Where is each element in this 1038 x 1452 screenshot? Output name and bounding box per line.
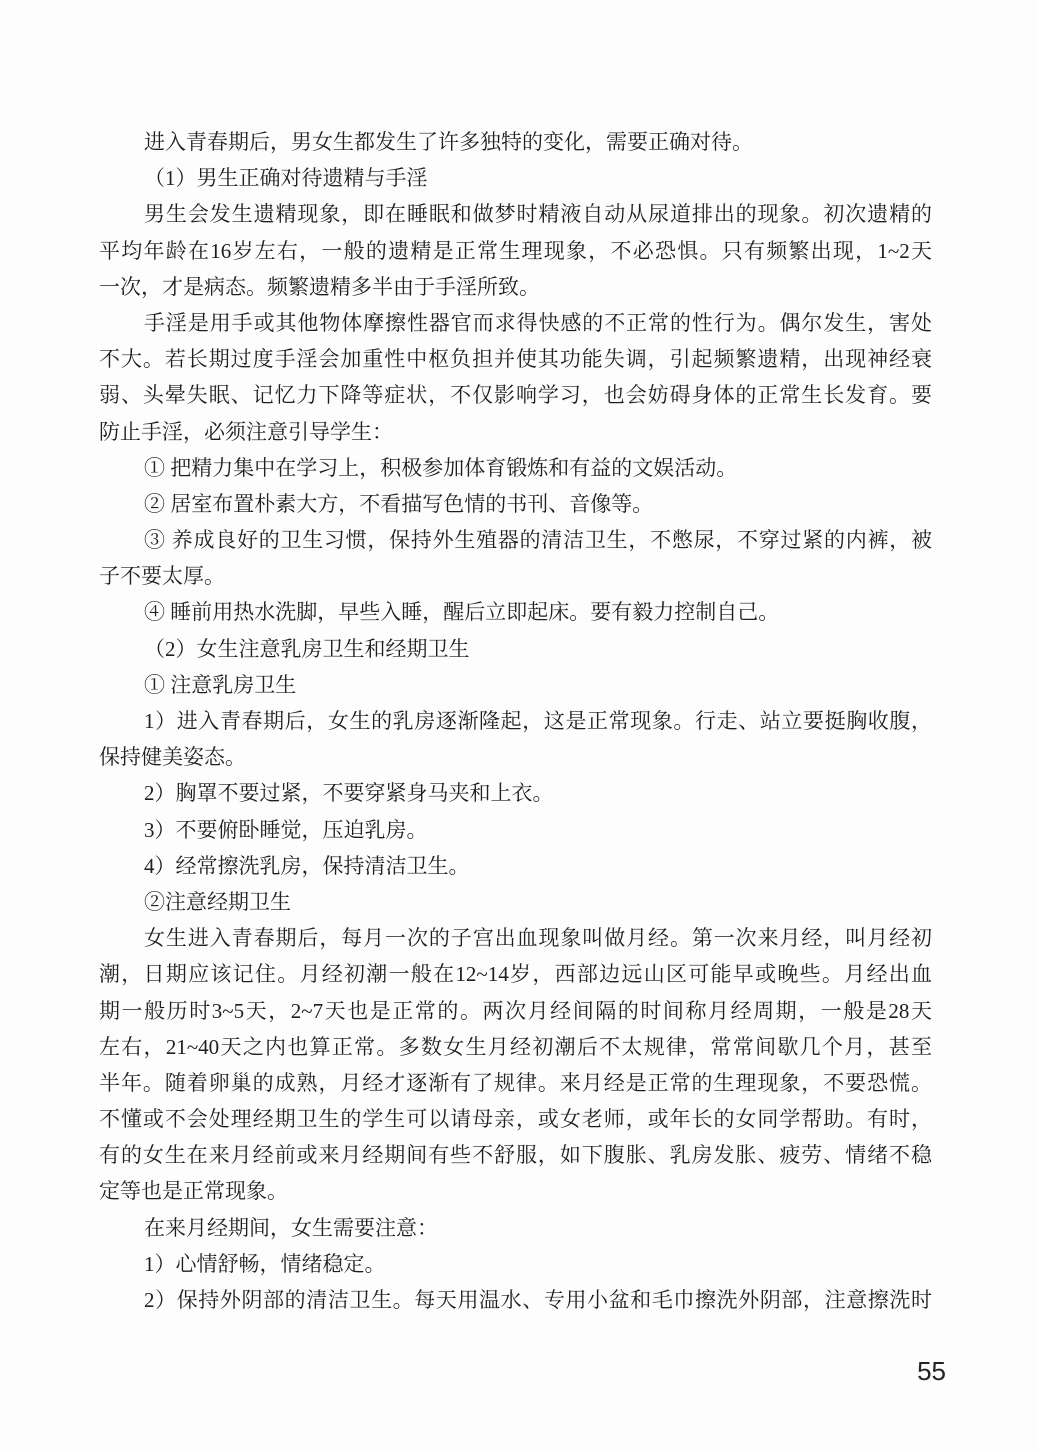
text-line: 不懂或不会处理经期卫生的学生可以请母亲，或女老师，或年长的女同学帮助。有时， <box>99 1107 932 1132</box>
text-line: ③ 养成良好的卫生习惯，保持外生殖器的清洁卫生，不憋尿，不穿过紧的内裤，被 <box>144 528 932 553</box>
text-line: 男生会发生遗精现象，即在睡眠和做梦时精液自动从尿道排出的现象。初次遗精的 <box>144 202 932 227</box>
text-line: 不大。若长期过度手淫会加重性中枢负担并使其功能失调，引起频繁遗精，出现神经衰 <box>99 347 932 372</box>
text-line: ④ 睡前用热水洗脚，早些入睡，醒后立即起床。要有毅力控制自己。 <box>144 600 780 625</box>
text-line: 2）胸罩不要过紧，不要穿紧身马夹和上衣。 <box>144 781 554 806</box>
text-line: 期一般历时3~5天，2~7天也是正常的。两次月经间隔的时间称月经周期，一般是28天 <box>99 998 932 1023</box>
text-line: 弱、头晕失眠、记忆力下降等症状，不仅影响学习，也会妨碍身体的正常生长发育。要 <box>99 383 932 408</box>
text-line: 手淫是用手或其他物体摩擦性器官而求得快感的不正常的性行为。偶尔发生，害处 <box>144 310 932 335</box>
text-line: （2）女生注意乳房卫生和经期卫生 <box>144 636 470 661</box>
text-line: （1）男生正确对待遗精与手淫 <box>144 166 428 191</box>
text-line: 平均年龄在16岁左右，一般的遗精是正常生理现象，不必恐惧。只有频繁出现，1~2天 <box>99 238 932 263</box>
text-line: ② 居室布置朴素大方，不看描写色情的书刊、音像等。 <box>144 491 654 516</box>
text-line: 进入青春期后，男女生都发生了许多独特的变化，需要正确对待。 <box>144 130 753 154</box>
text-line: 3）不要俯卧睡觉，压迫乳房。 <box>144 817 428 842</box>
text-line: ① 注意乳房卫生 <box>144 672 297 697</box>
text-line: 4）经常擦洗乳房，保持清洁卫生。 <box>144 853 470 878</box>
text-line: 1）进入青春期后，女生的乳房逐渐隆起，这是正常现象。行走、站立要挺胸收腹， <box>144 709 932 733</box>
text-line: 左右，21~40天之内也算正常。多数女生月经初潮后不太规律，常常间歇几个月，甚至 <box>99 1034 932 1059</box>
text-line: 2）保持外阴部的清洁卫生。每天用温水、专用小盆和毛巾擦洗外阴部，注意擦洗时 <box>144 1288 932 1312</box>
body-text <box>99 124 932 1318</box>
text-line: ②注意经期卫生 <box>144 889 291 914</box>
text-line: 潮，日期应该记住。月经初潮一般在12~14岁，西部边远山区可能早或晚些。月经出血 <box>99 962 932 987</box>
text-line: 半年。随着卵巢的成熟，月经才逐渐有了规律。来月经是正常的生理现象，不要恐慌。 <box>99 1070 932 1095</box>
page-number: 55 <box>917 1356 946 1386</box>
text-line: ① 把精力集中在学习上，积极参加体育锻炼和有益的文娱活动。 <box>144 455 738 480</box>
text-line: 防止手淫，必须注意引导学生： <box>99 419 393 444</box>
text-line: 在来月经期间，女生需要注意： <box>144 1215 438 1240</box>
text-line: 女生进入青春期后，每月一次的子宫出血现象叫做月经。第一次来月经，叫月经初 <box>144 926 932 951</box>
text-line: 一次，才是病态。频繁遗精多半由于手淫所致。 <box>99 274 540 299</box>
text-line: 定等也是正常现象。 <box>99 1179 288 1204</box>
text-line: 保持健美姿态。 <box>99 745 246 770</box>
text-line: 有的女生在来月经前或来月经期间有些不舒服，如下腹胀、乳房发胀、疲劳、情绪不稳 <box>99 1143 932 1168</box>
text-line: 子不要太厚。 <box>99 564 225 589</box>
text-line: 1）心情舒畅，情绪稳定。 <box>144 1251 386 1276</box>
